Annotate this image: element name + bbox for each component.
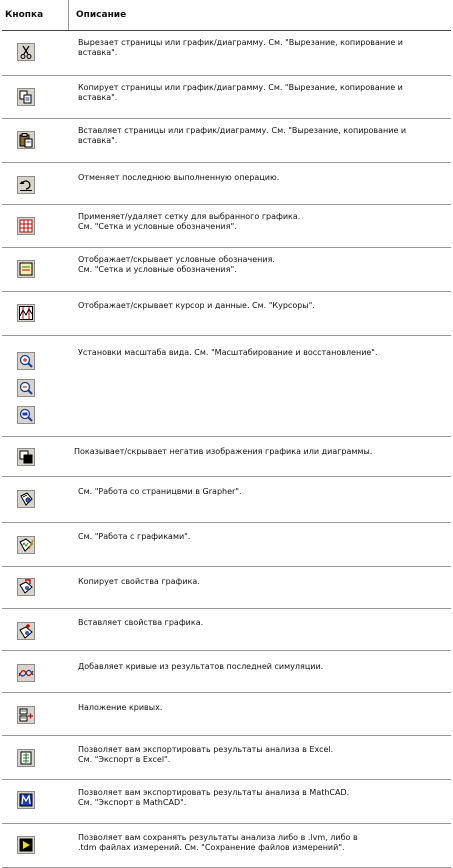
table-row xyxy=(2,119,451,163)
row-description: Позволяет вам сохранять результаты анализа либо в .lvm, либо в .tdm файлах измерений. См. "Сохранение файлов измерений". xyxy=(78,833,358,852)
copy-icon xyxy=(18,89,34,105)
undo-icon xyxy=(18,177,34,193)
row-description: Отображает/скрывает курсор и данные. См. "Курсоры". xyxy=(78,301,315,310)
zoom-in-icon xyxy=(18,353,34,369)
table-row xyxy=(2,205,451,248)
copy-properties-button[interactable] xyxy=(17,578,35,596)
table-row xyxy=(2,609,451,651)
export-excel-icon xyxy=(18,750,34,766)
cursor-icon xyxy=(18,305,34,321)
negative-icon xyxy=(18,449,34,465)
table-row xyxy=(2,437,451,477)
export-mathcad-icon xyxy=(18,792,34,808)
grid-icon xyxy=(18,218,34,234)
save-lvm-icon xyxy=(18,837,34,853)
copy-button[interactable] xyxy=(17,88,35,106)
table-header xyxy=(2,0,451,31)
zoom-reset-icon xyxy=(18,407,34,423)
row-description: Копирует свойства графика. xyxy=(78,577,200,586)
table-row xyxy=(2,248,451,292)
cut-button[interactable] xyxy=(17,43,35,61)
table-row xyxy=(2,163,451,205)
cut-icon xyxy=(18,44,34,60)
paste-button[interactable] xyxy=(17,131,35,149)
export-excel-button[interactable] xyxy=(17,749,35,767)
cursor-button[interactable] xyxy=(17,304,35,322)
row-description: Установки масштаба вида. См. "Масштабирование и восстановление". xyxy=(78,348,378,357)
table-row xyxy=(2,651,451,693)
zoom-reset-button[interactable] xyxy=(17,406,35,424)
table-row xyxy=(2,292,451,336)
table-row xyxy=(2,736,451,780)
row-description: Отменяет последнюю выполненную операцию. xyxy=(78,173,280,182)
row-description: Наложение кривых. xyxy=(78,703,163,712)
legend-button[interactable] xyxy=(17,260,35,278)
copy-properties-icon xyxy=(18,579,34,595)
paste-properties-icon xyxy=(18,623,34,639)
row-description: Применяет/удаляет сетку для выбранного графика. См. "Сетка и условные обозначения". xyxy=(78,212,301,231)
paste-properties-button[interactable] xyxy=(17,622,35,640)
page-properties-button[interactable] xyxy=(17,490,35,508)
legend-icon xyxy=(18,261,34,277)
column-header-description: Описание xyxy=(76,10,127,20)
page-properties-icon xyxy=(18,491,34,507)
zoom-in-button[interactable] xyxy=(17,352,35,370)
toolbar-buttons-table xyxy=(2,0,451,868)
save-lvm-button[interactable] xyxy=(17,836,35,854)
column-header-button: Кнопка xyxy=(5,10,44,20)
row-description: Вставляет свойства графика. xyxy=(78,618,204,627)
table-row xyxy=(2,477,451,523)
zoom-out-button[interactable] xyxy=(17,379,35,397)
row-description: Вырезает страницы или график/диаграмму. См. "Вырезание, копирование и вставка". xyxy=(78,38,403,57)
row-description: Показывает/скрывает негатив изображения графика или диаграммы. xyxy=(74,447,373,456)
row-description: Добавляет кривые из результатов последней симуляции. xyxy=(78,662,324,671)
zoom-out-icon xyxy=(18,380,34,396)
overlay-curves-icon xyxy=(18,707,34,723)
table-row xyxy=(2,336,451,437)
table-row xyxy=(2,824,451,868)
row-description: Вставляет страницы или график/диаграмму. См. "Вырезание, копирование и вставка". xyxy=(78,126,407,145)
table-row xyxy=(2,76,451,119)
grid-button[interactable] xyxy=(17,217,35,235)
add-curves-icon xyxy=(18,665,34,681)
export-mathcad-button[interactable] xyxy=(17,791,35,809)
row-description: Копирует страницы или график/диаграмму. См. "Вырезание, копирование и вставка". xyxy=(78,83,403,102)
graph-properties-icon xyxy=(18,537,34,553)
table-row xyxy=(2,693,451,736)
overlay-curves-button[interactable] xyxy=(17,706,35,724)
row-description: См. "Работа со страницвми в Grapher". xyxy=(78,487,242,496)
undo-button[interactable] xyxy=(17,176,35,194)
table-row xyxy=(2,31,451,76)
row-description: См. "Работа с графиками". xyxy=(78,532,191,541)
row-description: Позволяет вам экспортировать результаты анализа в Excel. См. "Экспорт в Excel". xyxy=(78,745,334,764)
table-row xyxy=(2,523,451,567)
add-curves-button[interactable] xyxy=(17,664,35,682)
paste-icon xyxy=(18,132,34,148)
row-description: Позволяет вам экспортировать результаты анализа в MathCAD. См. "Экспорт в MathCAD". xyxy=(78,788,350,807)
table-row xyxy=(2,567,451,609)
graph-properties-button[interactable] xyxy=(17,536,35,554)
row-description: Отображает/скрывает условные обозначения. См. "Сетка и условные обозначения". xyxy=(78,255,275,274)
negative-button[interactable] xyxy=(17,448,35,466)
table-row xyxy=(2,780,451,824)
